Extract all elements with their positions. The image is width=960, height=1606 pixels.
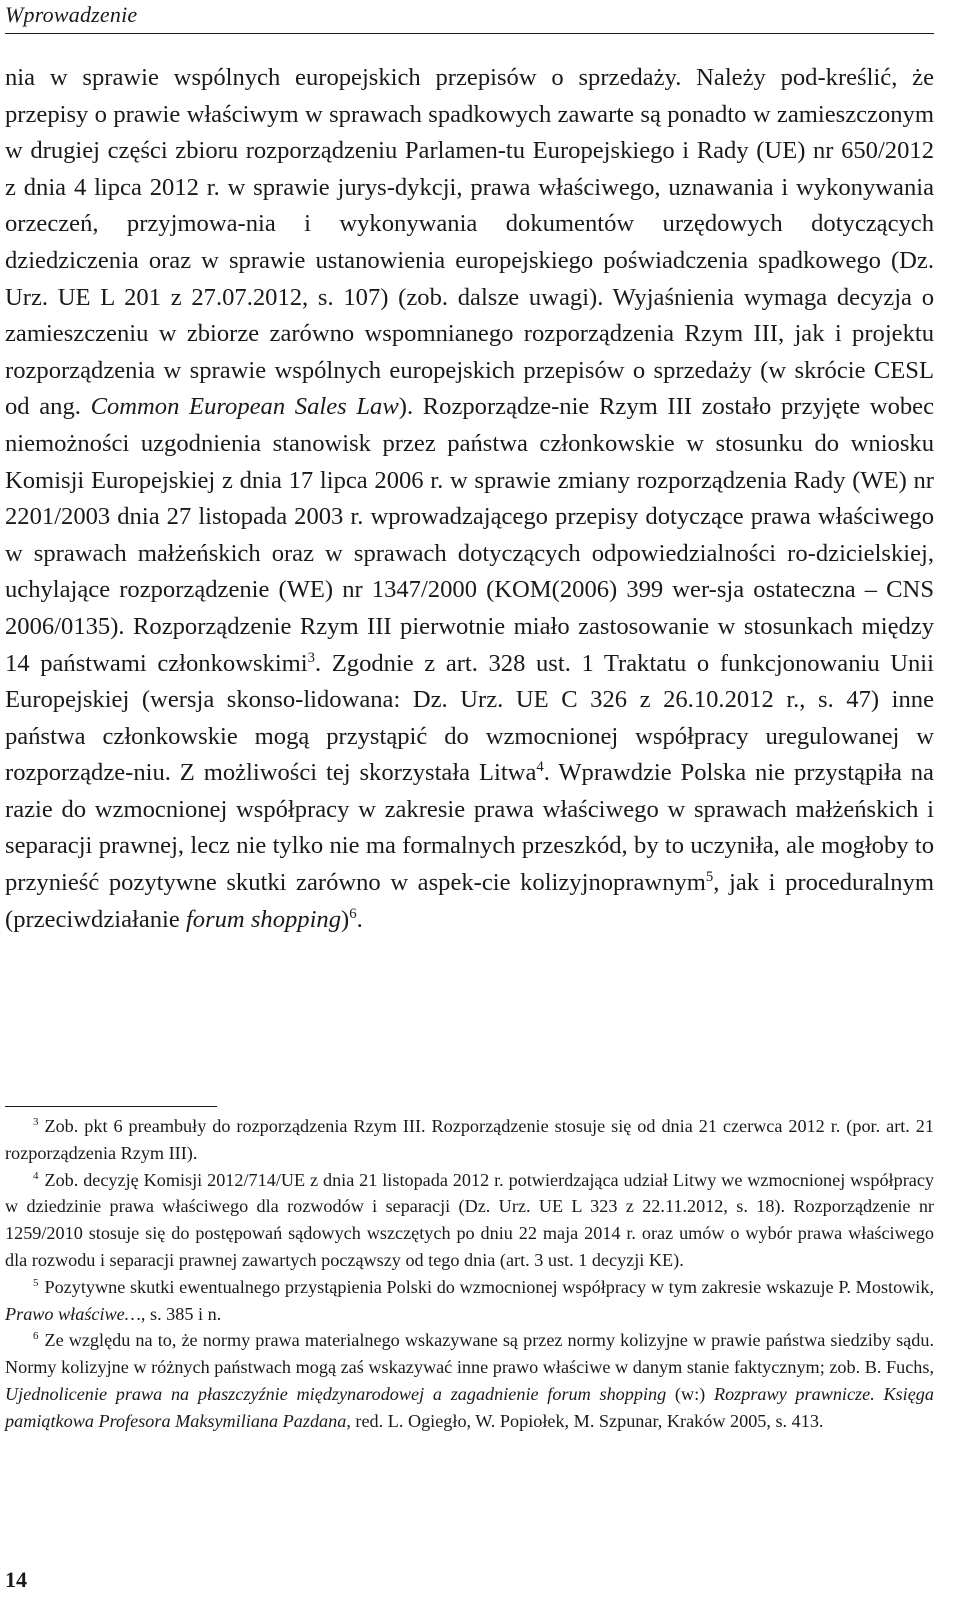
body-text-segment: . Zgodnie z art. 328 ust. 1 Traktatu o funkcjonowaniu Unii Europejskiej (wersja skonso-lidowana: Dz. Urz. UE C 326 z 26.10.2012 r., s. 47) inne państwa członkowskie mogą przystąpić do wzmocnionej współpracy uregulowanej w rozporządze-niu. Z możliwości tej skorzystała Litwa <box>5 649 934 787</box>
footnote-number: 6 <box>33 1330 39 1343</box>
body-italic-term: Common European Sales Law <box>90 393 399 421</box>
footnote-text: Zob. pkt 6 preambuły do rozporządzenia Rzym III. Rozporządzenie stosuje się od dnia 21 czerwca 2012 r. (por. art. 21 rozporządzenia Rzym III). <box>5 1116 934 1163</box>
body-text <box>5 60 934 938</box>
body-text-segment: nia w sprawie wspólnych europejskich przepisów o sprzedaży. Należy pod-kreślić, że przepisy o prawie właściwym w sprawach spadkowych zawarte są ponadto w zamieszczonym w drugiej części zbioru rozporządzeniu Parlamen-tu Europejskiego i Rady (UE) nr 650/2012 z dnia 4 lipca 2012 r. w sprawie jurys-dykcji, prawa właściwego, uznawania i wykonywania orzeczeń, przyjmowa-nia i wykonywania dokumentów urzędowych dotyczących dziedziczenia oraz w sprawie ustanowienia europejskiego poświadczenia spadkowego (Dz. Urz. UE L 201 z 27.07.2012, s. 107) (zob. dalsze uwagi). Wyjaśnienia wymaga decyzja o zamieszczeniu w zbiorze zarówno wspomnianego rozporządzenia Rzym III, jak i projektu rozporządzenia w sprawie wspólnych europejskich przepisów o sprzedaży (w skrócie CESL od ang. <box>5 64 934 421</box>
footnote-ref-4[interactable]: 4 <box>536 759 544 776</box>
footnote-4 <box>5 1167 934 1274</box>
footnotes <box>5 1113 934 1435</box>
footnote-text: Ze względu na to, że normy prawa materialnego wskazywane są przez normy kolizyjne w prawie państwa siedziby sądu. Normy kolizyjne w różnych państwach mogą zaś wskazywać inne prawo właściwe w danym stanie faktycznym; zob. B. Fuchs, <box>5 1330 934 1378</box>
footnote-text: Pozytywne skutki ewentualnego przystąpienia Polski do wzmocnionej współpracy w tym zakresie wskazuje P. Mostowik, <box>44 1276 934 1297</box>
footnote-separator <box>5 1106 217 1107</box>
running-header: Wprowadzenie <box>5 2 138 27</box>
footnote-italic-title: Rozprawy prawnicze. Księga pamiątkowa Profesora Maksymiliana Pazdana <box>5 1383 934 1431</box>
body-text-segment: , jak i proceduralnym (przeciwdziałanie <box>5 869 934 933</box>
footnote-text: Zob. decyzję Komisji 2012/714/UE z dnia 21 listopada 2012 r. potwierdzająca udział Litwy we wzmocnionej współpracy w dziedzinie prawa właściwego dla rozwodów i separacji (Dz. Urz. UE L 323 z 22.11.2012, s. 18). Rozporządzenie nr 1259/2010 stosuje się do postępowań sądowych wszczętych po dniu 22 maja 2014 r. oraz umów o wybór prawa właściwego dla rozwodu i separacji prawnej zawartych począwszy od tego dnia (art. 3 ust. 1 decyzji KE). <box>5 1169 934 1270</box>
page-number: 14 <box>5 1567 27 1592</box>
footnote-6 <box>5 1327 934 1434</box>
footnote-number: 3 <box>33 1115 39 1128</box>
footnote-number: 4 <box>33 1169 39 1182</box>
body-text-segment: ) <box>341 905 350 933</box>
body-text-segment: ). Rozporządze-nie Rzym III zostało przyjęte wobec niemożności uzgodnienia stanowisk przez państwa członkowskie w stosunku do wniosku Komisji Europejskiej z dnia 17 lipca 2006 r. w sprawie zmiany rozporządzenia Rady (WE) nr 2201/2003 dnia 27 listopada 2003 r. wprowadzającego przepisy dotyczące prawa właściwego w sprawach małżeńskich oraz w sprawach dotyczących odpowiedzialności ro-dzicielskiej, uchylające rozporządzenie (WE) nr 1347/2000 (KOM(2006) 399 wer-sja ostateczna – CNS 2006/0135). Rozporządzenie Rzym III pierwotnie miało zastosowanie w stosunkach między 14 państwami członkowskimi <box>5 393 934 677</box>
footnote-5 <box>5 1274 934 1328</box>
footnote-text: (w:) <box>666 1383 714 1404</box>
footnote-italic-title: Ujednolicenie prawa na płaszczyźnie międzynarodowej a zagadnienie forum shopping <box>5 1383 667 1404</box>
footnote-number: 5 <box>33 1276 39 1289</box>
footnote-ref-3[interactable]: 3 <box>307 649 315 666</box>
body-italic-term: forum shopping <box>185 905 342 933</box>
body-paragraph <box>5 60 934 938</box>
footnote-italic-title: Prawo właściwe… <box>5 1303 141 1324</box>
footnote-text: , s. 385 i n. <box>140 1303 222 1324</box>
footnote-3 <box>5 1113 934 1167</box>
body-text-segment: . <box>356 905 363 933</box>
footnote-ref-6[interactable]: 6 <box>349 905 357 922</box>
footnote-text: , red. L. Ogiegło, W. Popiołek, M. Szpunar, Kraków 2005, s. 413. <box>346 1410 824 1431</box>
footnote-ref-5[interactable]: 5 <box>705 868 714 885</box>
header-rule <box>5 33 934 34</box>
body-text-segment: . Wprawdzie Polska nie przystąpiła na razie do wzmocnionej współpracy w zakresie prawa właściwego w sprawach małżeńskich i separacji prawnej, lecz nie tylko nie ma formalnych przeszkód, by to uczyniła, ale mogłoby to przynieść pozytywne skutki zarówno w aspek-cie kolizyjnoprawnym <box>5 759 934 897</box>
